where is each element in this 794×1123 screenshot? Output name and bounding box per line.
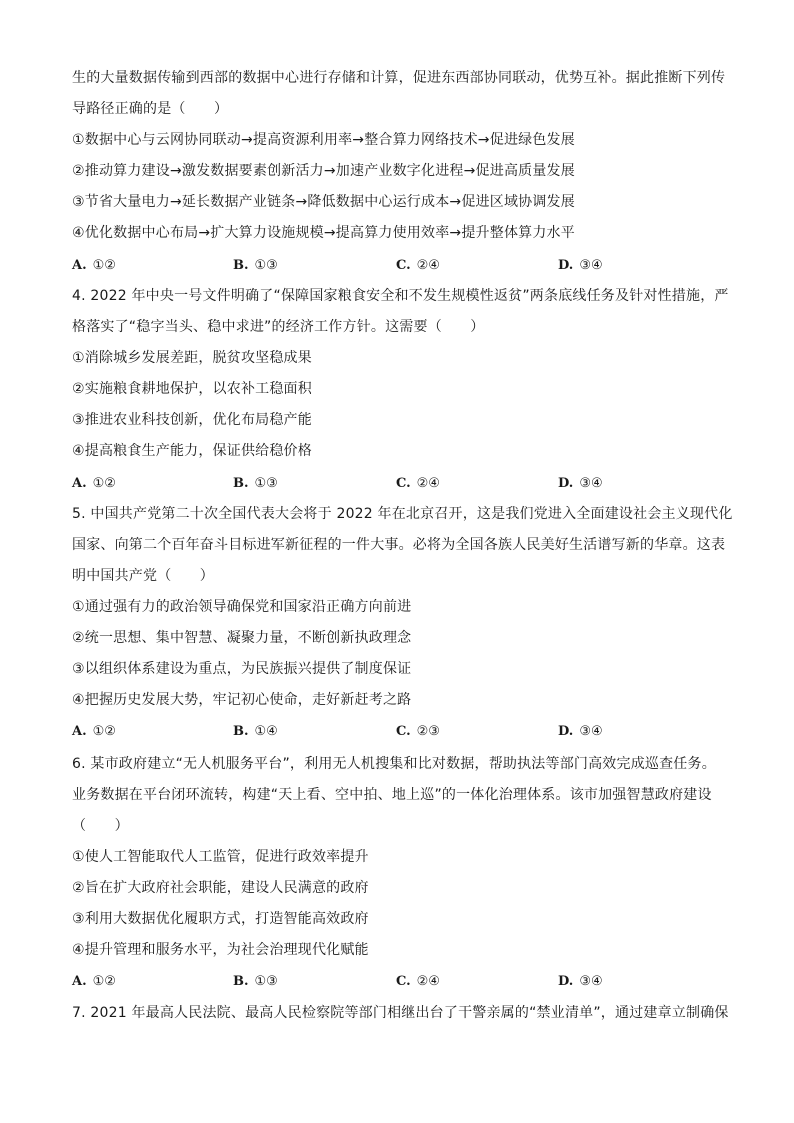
- option-c: C. ②③: [396, 724, 440, 739]
- question-5-stem-line: 5. 中国共产党第二十次全国代表大会将于 2022 年在北京召开，这是我们党进入全面建设社会主义现代化: [72, 506, 733, 522]
- option-c: C. ②④: [396, 476, 440, 491]
- option-b: B. ①③: [233, 974, 278, 989]
- statement-item: ①数据中心与云网协同联动→提高资源利用率→整合算力网络技术→促进绿色发展: [72, 132, 575, 148]
- question-6-stem-line: 6. 某市政府建立“无人机服务平台”，利用无人机搜集和比对数据，帮助执法等部门高效完成巡查任务。: [72, 756, 716, 772]
- question-3-text-line: 生的大量数据传输到西部的数据中心进行存储和计算，促进东西部协同联动，优势互补。据此推断下列传: [72, 70, 726, 86]
- question-4-stem-line: 4. 2022 年中央一号文件明确了“保障国家粮食安全和不发生规模性返贫”两条底线任务及针对性措施，严: [72, 288, 729, 304]
- option-d: D. ③④: [558, 258, 603, 273]
- question-5-stem-line: 明中国共产党（ ）: [72, 568, 214, 584]
- option-c: C. ②④: [396, 974, 440, 989]
- question-6-stem-line: 业务数据在平台闭环流转，构建“天上看、空中拍、地上巡”的一体化治理体系。该市加强智慧政府建设: [72, 787, 712, 803]
- option-d: D. ③④: [558, 974, 603, 989]
- option-d: D. ③④: [558, 476, 603, 491]
- option-c: C. ②④: [396, 258, 440, 273]
- question-6-stem-line: （ ）: [72, 818, 129, 834]
- question-3-text-line: 导路径正确的是（ ）: [72, 101, 229, 117]
- statement-item: ③推进农业科技创新，优化布局稳产能: [72, 412, 312, 428]
- question-7-stem-line: 7. 2021 年最高人民法院、最高人民检察院等部门相继出台了干警亲属的“禁业清单”，通过建章立制确保: [72, 1005, 729, 1021]
- option-a: A. ①②: [72, 974, 116, 989]
- statement-item: ③以组织体系建设为重点，为民族振兴提供了制度保证: [72, 661, 412, 677]
- statement-item: ②推动算力建设→激发数据要素创新活力→加速产业数字化进程→促进高质量发展: [72, 163, 575, 179]
- statement-item: ①使人工智能取代人工监管，促进行政效率提升: [72, 849, 369, 865]
- statement-item: ③利用大数据优化履职方式，打造智能高效政府: [72, 911, 369, 927]
- option-d: D. ③④: [558, 724, 603, 739]
- option-a: A. ①②: [72, 476, 116, 491]
- option-a: A. ①②: [72, 724, 116, 739]
- option-b: B. ①③: [233, 258, 278, 273]
- statement-item: ②旨在扩大政府社会职能，建设人民满意的政府: [72, 880, 369, 896]
- statement-item: ④提升管理和服务水平，为社会治理现代化赋能: [72, 942, 369, 958]
- statement-item: ①通过强有力的政治领导确保党和国家沿正确方向前进: [72, 599, 412, 615]
- statement-item: ④优化数据中心布局→扩大算力设施规模→提高算力使用效率→提升整体算力水平: [72, 225, 575, 241]
- statement-item: ①消除城乡发展差距，脱贫攻坚稳成果: [72, 350, 312, 366]
- statement-item: ②统一思想、集中智慧、凝聚力量，不断创新执政理念: [72, 630, 412, 646]
- option-a: A. ①②: [72, 258, 116, 273]
- question-4-stem-line: 格落实了“稳字当头、稳中求进”的经济工作方针。这需要（ ）: [72, 319, 485, 335]
- question-5-stem-line: 国家、向第二个百年奋斗目标进军新征程的一件大事。必将为全国各族人民美好生活谱写新的华章。这表: [72, 537, 726, 553]
- option-b: B. ①③: [233, 476, 278, 491]
- statement-item: ④提高粮食生产能力，保证供给稳价格: [72, 443, 312, 459]
- statement-item: ②实施粮食耕地保护，以农补工稳面积: [72, 381, 312, 397]
- statement-item: ③节省大量电力→延长数据产业链条→降低数据中心运行成本→促进区域协调发展: [72, 194, 575, 210]
- statement-item: ④把握历史发展大势，牢记初心使命，走好新赶考之路: [72, 692, 412, 708]
- option-b: B. ①④: [233, 724, 278, 739]
